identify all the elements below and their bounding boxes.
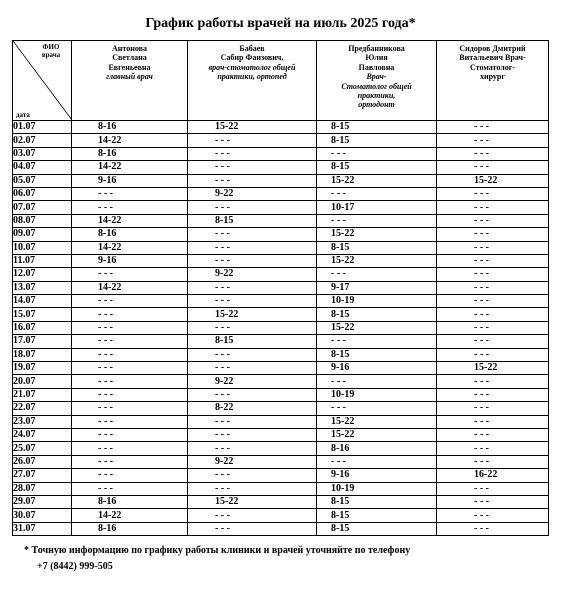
date-cell: 03.07 bbox=[13, 147, 72, 160]
table-row bbox=[13, 348, 549, 361]
date-cell: 27.07 bbox=[13, 469, 72, 482]
shift-cell: - - - bbox=[72, 335, 188, 348]
footnote-phone: +7 (8442) 999-505 bbox=[37, 561, 113, 572]
shift-cell: 8-16 bbox=[72, 121, 188, 134]
shift-cell: - - - bbox=[437, 455, 549, 468]
shift-cell: - - - bbox=[72, 428, 188, 441]
shift-cell: - - - bbox=[317, 455, 437, 468]
shift-cell: 8-15 bbox=[188, 214, 317, 227]
date-cell: 20.07 bbox=[13, 375, 72, 388]
shift-cell: - - - bbox=[188, 388, 317, 401]
table-row bbox=[13, 469, 549, 482]
doctor-name: Бабаев Сабир Фаизович, bbox=[220, 44, 284, 63]
shift-cell: 10-19 bbox=[317, 295, 437, 308]
shift-cell: - - - bbox=[188, 241, 317, 254]
date-cell: 23.07 bbox=[13, 415, 72, 428]
shift-cell: - - - bbox=[72, 321, 188, 334]
shift-cell: 8-16 bbox=[317, 442, 437, 455]
date-cell: 16.07 bbox=[13, 321, 72, 334]
shift-cell: 15-22 bbox=[188, 121, 317, 134]
table-row bbox=[13, 201, 549, 214]
shift-cell: - - - bbox=[72, 201, 188, 214]
shift-cell: 14-22 bbox=[72, 214, 188, 227]
shift-cell: 14-22 bbox=[72, 161, 188, 174]
shift-cell: - - - bbox=[317, 214, 437, 227]
shift-cell: - - - bbox=[317, 187, 437, 200]
shift-cell: 15-22 bbox=[317, 254, 437, 267]
shift-cell: 15-22 bbox=[317, 228, 437, 241]
shift-cell: 8-15 bbox=[317, 161, 437, 174]
table-row bbox=[13, 268, 549, 281]
shift-cell: - - - bbox=[437, 495, 549, 508]
shift-cell: 16-22 bbox=[437, 469, 549, 482]
date-cell: 17.07 bbox=[13, 335, 72, 348]
shift-cell: - - - bbox=[72, 455, 188, 468]
shift-cell: 10-19 bbox=[317, 388, 437, 401]
shift-cell: - - - bbox=[317, 402, 437, 415]
shift-cell: - - - bbox=[188, 228, 317, 241]
table-row bbox=[13, 121, 549, 134]
table-row bbox=[13, 335, 549, 348]
table-row bbox=[13, 509, 549, 522]
date-cell: 26.07 bbox=[13, 455, 72, 468]
date-cell: 24.07 bbox=[13, 428, 72, 441]
shift-cell: - - - bbox=[72, 295, 188, 308]
shift-cell: 8-15 bbox=[317, 121, 437, 134]
shift-cell: - - - bbox=[188, 348, 317, 361]
shift-cell: - - - bbox=[437, 228, 549, 241]
table-row bbox=[13, 495, 549, 508]
date-cell: 08.07 bbox=[13, 214, 72, 227]
shift-cell: 8-15 bbox=[317, 522, 437, 535]
date-cell: 10.07 bbox=[13, 241, 72, 254]
date-cell: 15.07 bbox=[13, 308, 72, 321]
doctor-role: главный врач bbox=[106, 72, 153, 82]
shift-cell: 15-22 bbox=[317, 415, 437, 428]
shift-cell: - - - bbox=[437, 161, 549, 174]
shift-cell: - - - bbox=[437, 121, 549, 134]
shift-cell: 9-22 bbox=[188, 268, 317, 281]
date-cell: 28.07 bbox=[13, 482, 72, 495]
table-row bbox=[13, 134, 549, 147]
shift-cell: - - - bbox=[72, 348, 188, 361]
date-cell: 05.07 bbox=[13, 174, 72, 187]
table-row bbox=[13, 428, 549, 441]
table-row bbox=[13, 388, 549, 401]
corner-doctor-label: ФИО врача bbox=[41, 43, 61, 59]
shift-cell: 14-22 bbox=[72, 134, 188, 147]
shift-cell: 9-17 bbox=[317, 281, 437, 294]
footnote-text: * Точную информацию по графику работы клиники и врачей уточняйте по телефону bbox=[24, 545, 411, 556]
date-cell: 09.07 bbox=[13, 228, 72, 241]
shift-cell: - - - bbox=[188, 442, 317, 455]
shift-cell: 15-22 bbox=[437, 362, 549, 375]
shift-cell: - - - bbox=[437, 281, 549, 294]
shift-cell: - - - bbox=[72, 308, 188, 321]
date-cell: 01.07 bbox=[13, 121, 72, 134]
corner-header-cell bbox=[13, 41, 72, 121]
shift-cell: - - - bbox=[437, 201, 549, 214]
date-cell: 19.07 bbox=[13, 362, 72, 375]
shift-cell: 8-15 bbox=[317, 241, 437, 254]
shift-cell: - - - bbox=[437, 522, 549, 535]
shift-cell: - - - bbox=[72, 482, 188, 495]
shift-cell: 8-15 bbox=[317, 509, 437, 522]
shift-cell: - - - bbox=[437, 388, 549, 401]
date-cell: 04.07 bbox=[13, 161, 72, 174]
doctor-header-1 bbox=[72, 41, 188, 121]
table-row bbox=[13, 214, 549, 227]
table-row bbox=[13, 295, 549, 308]
shift-cell: - - - bbox=[188, 509, 317, 522]
shift-cell: - - - bbox=[437, 509, 549, 522]
shift-cell: - - - bbox=[188, 415, 317, 428]
footnote bbox=[24, 543, 544, 575]
shift-cell: 14-22 bbox=[72, 509, 188, 522]
shift-cell: - - - bbox=[437, 482, 549, 495]
table-row bbox=[13, 147, 549, 160]
date-cell: 21.07 bbox=[13, 388, 72, 401]
shift-cell: - - - bbox=[72, 187, 188, 200]
doctor-role: врач-стоматолог общей практики, ортопед bbox=[208, 62, 296, 82]
doctor-role: Врач- Стоматолог общей практики, ортодонт bbox=[341, 72, 412, 110]
date-cell: 12.07 bbox=[13, 268, 72, 281]
doctor-header-2 bbox=[188, 41, 317, 121]
shift-cell: - - - bbox=[72, 469, 188, 482]
shift-cell: - - - bbox=[188, 254, 317, 267]
shift-cell: 9-22 bbox=[188, 187, 317, 200]
shift-cell: - - - bbox=[317, 335, 437, 348]
doctor-header-3 bbox=[317, 41, 437, 121]
shift-cell: 9-22 bbox=[188, 455, 317, 468]
doctor-name: Сидоров Дмитрий Витальевич Врач- Стоматолог- хирург bbox=[459, 44, 526, 82]
shift-cell: - - - bbox=[72, 268, 188, 281]
shift-cell: - - - bbox=[437, 295, 549, 308]
table-row bbox=[13, 362, 549, 375]
table-row bbox=[13, 308, 549, 321]
date-cell: 07.07 bbox=[13, 201, 72, 214]
shift-cell: - - - bbox=[72, 402, 188, 415]
table-row bbox=[13, 161, 549, 174]
shift-cell: 8-15 bbox=[317, 308, 437, 321]
shift-cell: - - - bbox=[437, 415, 549, 428]
shift-cell: - - - bbox=[72, 375, 188, 388]
date-cell: 22.07 bbox=[13, 402, 72, 415]
table-row bbox=[13, 321, 549, 334]
table-row bbox=[13, 482, 549, 495]
shift-cell: - - - bbox=[317, 268, 437, 281]
shift-cell: - - - bbox=[317, 147, 437, 160]
date-cell: 02.07 bbox=[13, 134, 72, 147]
shift-cell: 15-22 bbox=[317, 428, 437, 441]
date-cell: 29.07 bbox=[13, 495, 72, 508]
shift-cell: 15-22 bbox=[188, 308, 317, 321]
shift-cell: - - - bbox=[188, 147, 317, 160]
page-title: График работы врачей на июль 2025 года* bbox=[145, 16, 416, 31]
shift-cell: - - - bbox=[437, 308, 549, 321]
shift-cell: 10-17 bbox=[317, 201, 437, 214]
date-cell: 11.07 bbox=[13, 254, 72, 267]
shift-cell: - - - bbox=[188, 321, 317, 334]
shift-cell: - - - bbox=[188, 482, 317, 495]
table-row bbox=[13, 522, 549, 535]
date-cell: 06.07 bbox=[13, 187, 72, 200]
shift-cell: - - - bbox=[72, 388, 188, 401]
shift-cell: - - - bbox=[72, 442, 188, 455]
date-cell: 13.07 bbox=[13, 281, 72, 294]
shift-cell: 8-16 bbox=[72, 228, 188, 241]
table-row bbox=[13, 442, 549, 455]
table-row bbox=[13, 281, 549, 294]
shift-cell: - - - bbox=[188, 201, 317, 214]
shift-cell: - - - bbox=[188, 362, 317, 375]
shift-cell: 15-22 bbox=[188, 495, 317, 508]
table-row bbox=[13, 415, 549, 428]
schedule-table bbox=[12, 40, 549, 536]
doctor-name: Предбанникова Юлия Павловна bbox=[348, 44, 405, 72]
shift-cell: 8-16 bbox=[72, 522, 188, 535]
schedule-body bbox=[13, 121, 549, 536]
shift-cell: - - - bbox=[437, 321, 549, 334]
shift-cell: 8-15 bbox=[317, 495, 437, 508]
shift-cell: - - - bbox=[437, 187, 549, 200]
shift-cell: - - - bbox=[72, 362, 188, 375]
shift-cell: - - - bbox=[437, 335, 549, 348]
date-cell: 31.07 bbox=[13, 522, 72, 535]
table-row bbox=[13, 241, 549, 254]
table-row bbox=[13, 375, 549, 388]
table-row bbox=[13, 455, 549, 468]
shift-cell: 10-19 bbox=[317, 482, 437, 495]
shift-cell: - - - bbox=[188, 522, 317, 535]
date-cell: 30.07 bbox=[13, 509, 72, 522]
shift-cell: - - - bbox=[437, 134, 549, 147]
doctor-header-4 bbox=[437, 41, 549, 121]
shift-cell: 14-22 bbox=[72, 241, 188, 254]
shift-cell: - - - bbox=[437, 241, 549, 254]
shift-cell: - - - bbox=[317, 375, 437, 388]
shift-cell: - - - bbox=[437, 214, 549, 227]
shift-cell: 14-22 bbox=[72, 281, 188, 294]
shift-cell: - - - bbox=[437, 268, 549, 281]
shift-cell: 9-22 bbox=[188, 375, 317, 388]
shift-cell: 9-16 bbox=[72, 254, 188, 267]
shift-cell: 15-22 bbox=[437, 174, 549, 187]
table-row bbox=[13, 228, 549, 241]
date-cell: 14.07 bbox=[13, 295, 72, 308]
doctor-name: Антонова Светлана Евгеньевна bbox=[108, 44, 151, 72]
shift-cell: - - - bbox=[188, 295, 317, 308]
shift-cell: 15-22 bbox=[317, 321, 437, 334]
shift-cell: - - - bbox=[72, 415, 188, 428]
shift-cell: 8-16 bbox=[72, 147, 188, 160]
shift-cell: - - - bbox=[188, 428, 317, 441]
shift-cell: - - - bbox=[437, 348, 549, 361]
shift-cell: 15-22 bbox=[317, 174, 437, 187]
table-row bbox=[13, 402, 549, 415]
shift-cell: - - - bbox=[437, 402, 549, 415]
shift-cell: 8-22 bbox=[188, 402, 317, 415]
shift-cell: 8-15 bbox=[317, 348, 437, 361]
shift-cell: - - - bbox=[188, 469, 317, 482]
shift-cell: 8-16 bbox=[72, 495, 188, 508]
shift-cell: - - - bbox=[188, 174, 317, 187]
date-cell: 25.07 bbox=[13, 442, 72, 455]
shift-cell: 9-16 bbox=[317, 469, 437, 482]
date-cell: 18.07 bbox=[13, 348, 72, 361]
shift-cell: - - - bbox=[188, 281, 317, 294]
shift-cell: - - - bbox=[437, 254, 549, 267]
table-row bbox=[13, 187, 549, 200]
shift-cell: 9-16 bbox=[72, 174, 188, 187]
shift-cell: - - - bbox=[437, 428, 549, 441]
table-row bbox=[13, 174, 549, 187]
shift-cell: - - - bbox=[437, 375, 549, 388]
shift-cell: 8-15 bbox=[188, 335, 317, 348]
shift-cell: - - - bbox=[188, 161, 317, 174]
corner-date-label: дата bbox=[16, 111, 30, 119]
shift-cell: - - - bbox=[437, 147, 549, 160]
shift-cell: 8-15 bbox=[317, 134, 437, 147]
shift-cell: - - - bbox=[437, 442, 549, 455]
shift-cell: 9-16 bbox=[317, 362, 437, 375]
header-row bbox=[13, 41, 549, 121]
shift-cell: - - - bbox=[188, 134, 317, 147]
table-row bbox=[13, 254, 549, 267]
